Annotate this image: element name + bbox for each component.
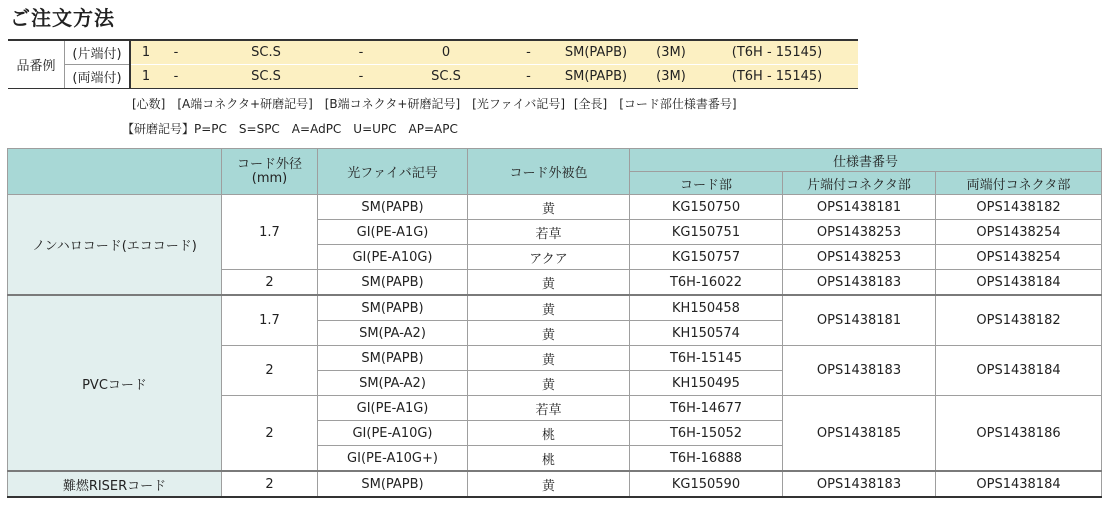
one-end-cell: OPS1438185 [783,396,936,472]
order-cell: (T6H - 15145) [696,65,858,89]
fiber-cell: SM(PAPB) [318,270,468,296]
spec-table [7,148,1102,498]
diameter-cell: 2 [222,396,318,472]
color-cell: 桃 [468,421,630,446]
both-end-cell: OPS1438184 [936,471,1102,497]
color-cell: 桃 [468,446,630,472]
fiber-cell: GI(PE-A1G) [318,220,468,245]
one-end-cell: OPS1438253 [783,245,936,270]
both-end-cell: OPS1438254 [936,245,1102,270]
table-row [8,295,1102,321]
order-row-single-end [8,40,858,65]
order-cell: - [341,65,381,89]
cord-cell: T6H-14677 [630,396,783,421]
cord-cell: KG150750 [630,195,783,220]
order-cell: SM(PAPB) [546,65,646,89]
color-cell: アクア [468,245,630,270]
table-row [8,195,1102,220]
both-end-cell: OPS1438182 [936,195,1102,220]
order-cell: - [161,65,191,89]
order-kind: (片端付) [65,40,131,65]
order-cell: - [511,65,546,89]
order-cell: (3M) [646,65,696,89]
cord-cell: KG150751 [630,220,783,245]
order-cell: - [161,40,191,65]
cord-cell: T6H-15145 [630,346,783,371]
header-diameter: コード外径 (mm) [222,149,318,195]
fiber-cell: GI(PE-A10G) [318,421,468,446]
fiber-cell: SM(PA-A2) [318,371,468,396]
order-cell: 0 [381,40,511,65]
fiber-cell: SM(PAPB) [318,346,468,371]
diameter-cell: 1.7 [222,195,318,270]
color-cell: 黄 [468,295,630,321]
one-end-cell: OPS1438181 [783,195,936,220]
fiber-cell: SM(PAPB) [318,195,468,220]
order-cell: (3M) [646,40,696,65]
header-cord: コード部 [630,172,783,195]
order-cell: SC.S [381,65,511,89]
diameter-cell: 2 [222,270,318,296]
order-example-label: 品番例 [8,40,65,89]
fiber-cell: SM(PA-A2) [318,321,468,346]
color-cell: 若草 [468,220,630,245]
order-cell: - [511,40,546,65]
header-color: コード外被色 [468,149,630,195]
page-title: ご注文方法 [10,6,115,30]
cord-cell: T6H-16022 [630,270,783,296]
header-blank [8,149,222,195]
header-spec-group: 仕様書番号 [630,149,1102,172]
diameter-cell: 2 [222,471,318,497]
header-one-end: 片端付コネクタ部 [783,172,936,195]
one-end-cell: OPS1438183 [783,270,936,296]
cord-cell: KH150574 [630,321,783,346]
header-fiber: 光ファイバ記号 [318,149,468,195]
table-row [8,471,1102,497]
cord-cell: KG150590 [630,471,783,497]
header-both-end: 両端付コネクタ部 [936,172,1102,195]
group-nonhalo: ノンハロコード(エココード) [8,195,222,296]
color-cell: 黄 [468,471,630,497]
both-end-cell: OPS1438254 [936,220,1102,245]
order-cell: (T6H - 15145) [696,40,858,65]
polish-code-note: 【研磨記号】P=PC S=SPC A=AdPC U=UPC AP=APC [122,122,458,136]
order-example-table [8,39,858,89]
one-end-cell: OPS1438183 [783,471,936,497]
fiber-cell: SM(PAPB) [318,295,468,321]
cord-cell: KH150495 [630,371,783,396]
both-end-cell: OPS1438182 [936,295,1102,346]
order-kind: (両端付) [65,65,131,89]
color-cell: 黄 [468,270,630,296]
diameter-cell: 1.7 [222,295,318,346]
fiber-cell: GI(PE-A10G+) [318,446,468,472]
one-end-cell: OPS1438253 [783,220,936,245]
order-cell: SC.S [191,65,341,89]
order-cell: SC.S [191,40,341,65]
order-cell: SM(PAPB) [546,40,646,65]
order-cell: 1 [130,40,161,65]
color-cell: 黄 [468,321,630,346]
one-end-cell: OPS1438181 [783,295,936,346]
order-cell: - [341,40,381,65]
group-riser: 難燃RISERコード [8,471,222,497]
diameter-cell: 2 [222,346,318,396]
cord-cell: KH150458 [630,295,783,321]
color-cell: 黄 [468,371,630,396]
both-end-cell: OPS1438184 [936,346,1102,396]
order-cell: 1 [130,65,161,89]
cord-cell: KG150757 [630,245,783,270]
both-end-cell: OPS1438184 [936,270,1102,296]
one-end-cell: OPS1438183 [783,346,936,396]
fiber-cell: SM(PAPB) [318,471,468,497]
group-pvc: PVCコード [8,295,222,471]
header-row [8,149,1102,172]
color-cell: 黄 [468,346,630,371]
cord-cell: T6H-15052 [630,421,783,446]
order-legend: [心数] [A端コネクタ+研磨記号] [B端コネクタ+研磨記号] [光ファイバ記号] [全長] [コード部仕様書番号] [132,97,737,111]
color-cell: 黄 [468,195,630,220]
both-end-cell: OPS1438186 [936,396,1102,472]
color-cell: 若草 [468,396,630,421]
fiber-cell: GI(PE-A10G) [318,245,468,270]
cord-cell: T6H-16888 [630,446,783,472]
fiber-cell: GI(PE-A1G) [318,396,468,421]
order-row-both-ends [8,65,858,89]
